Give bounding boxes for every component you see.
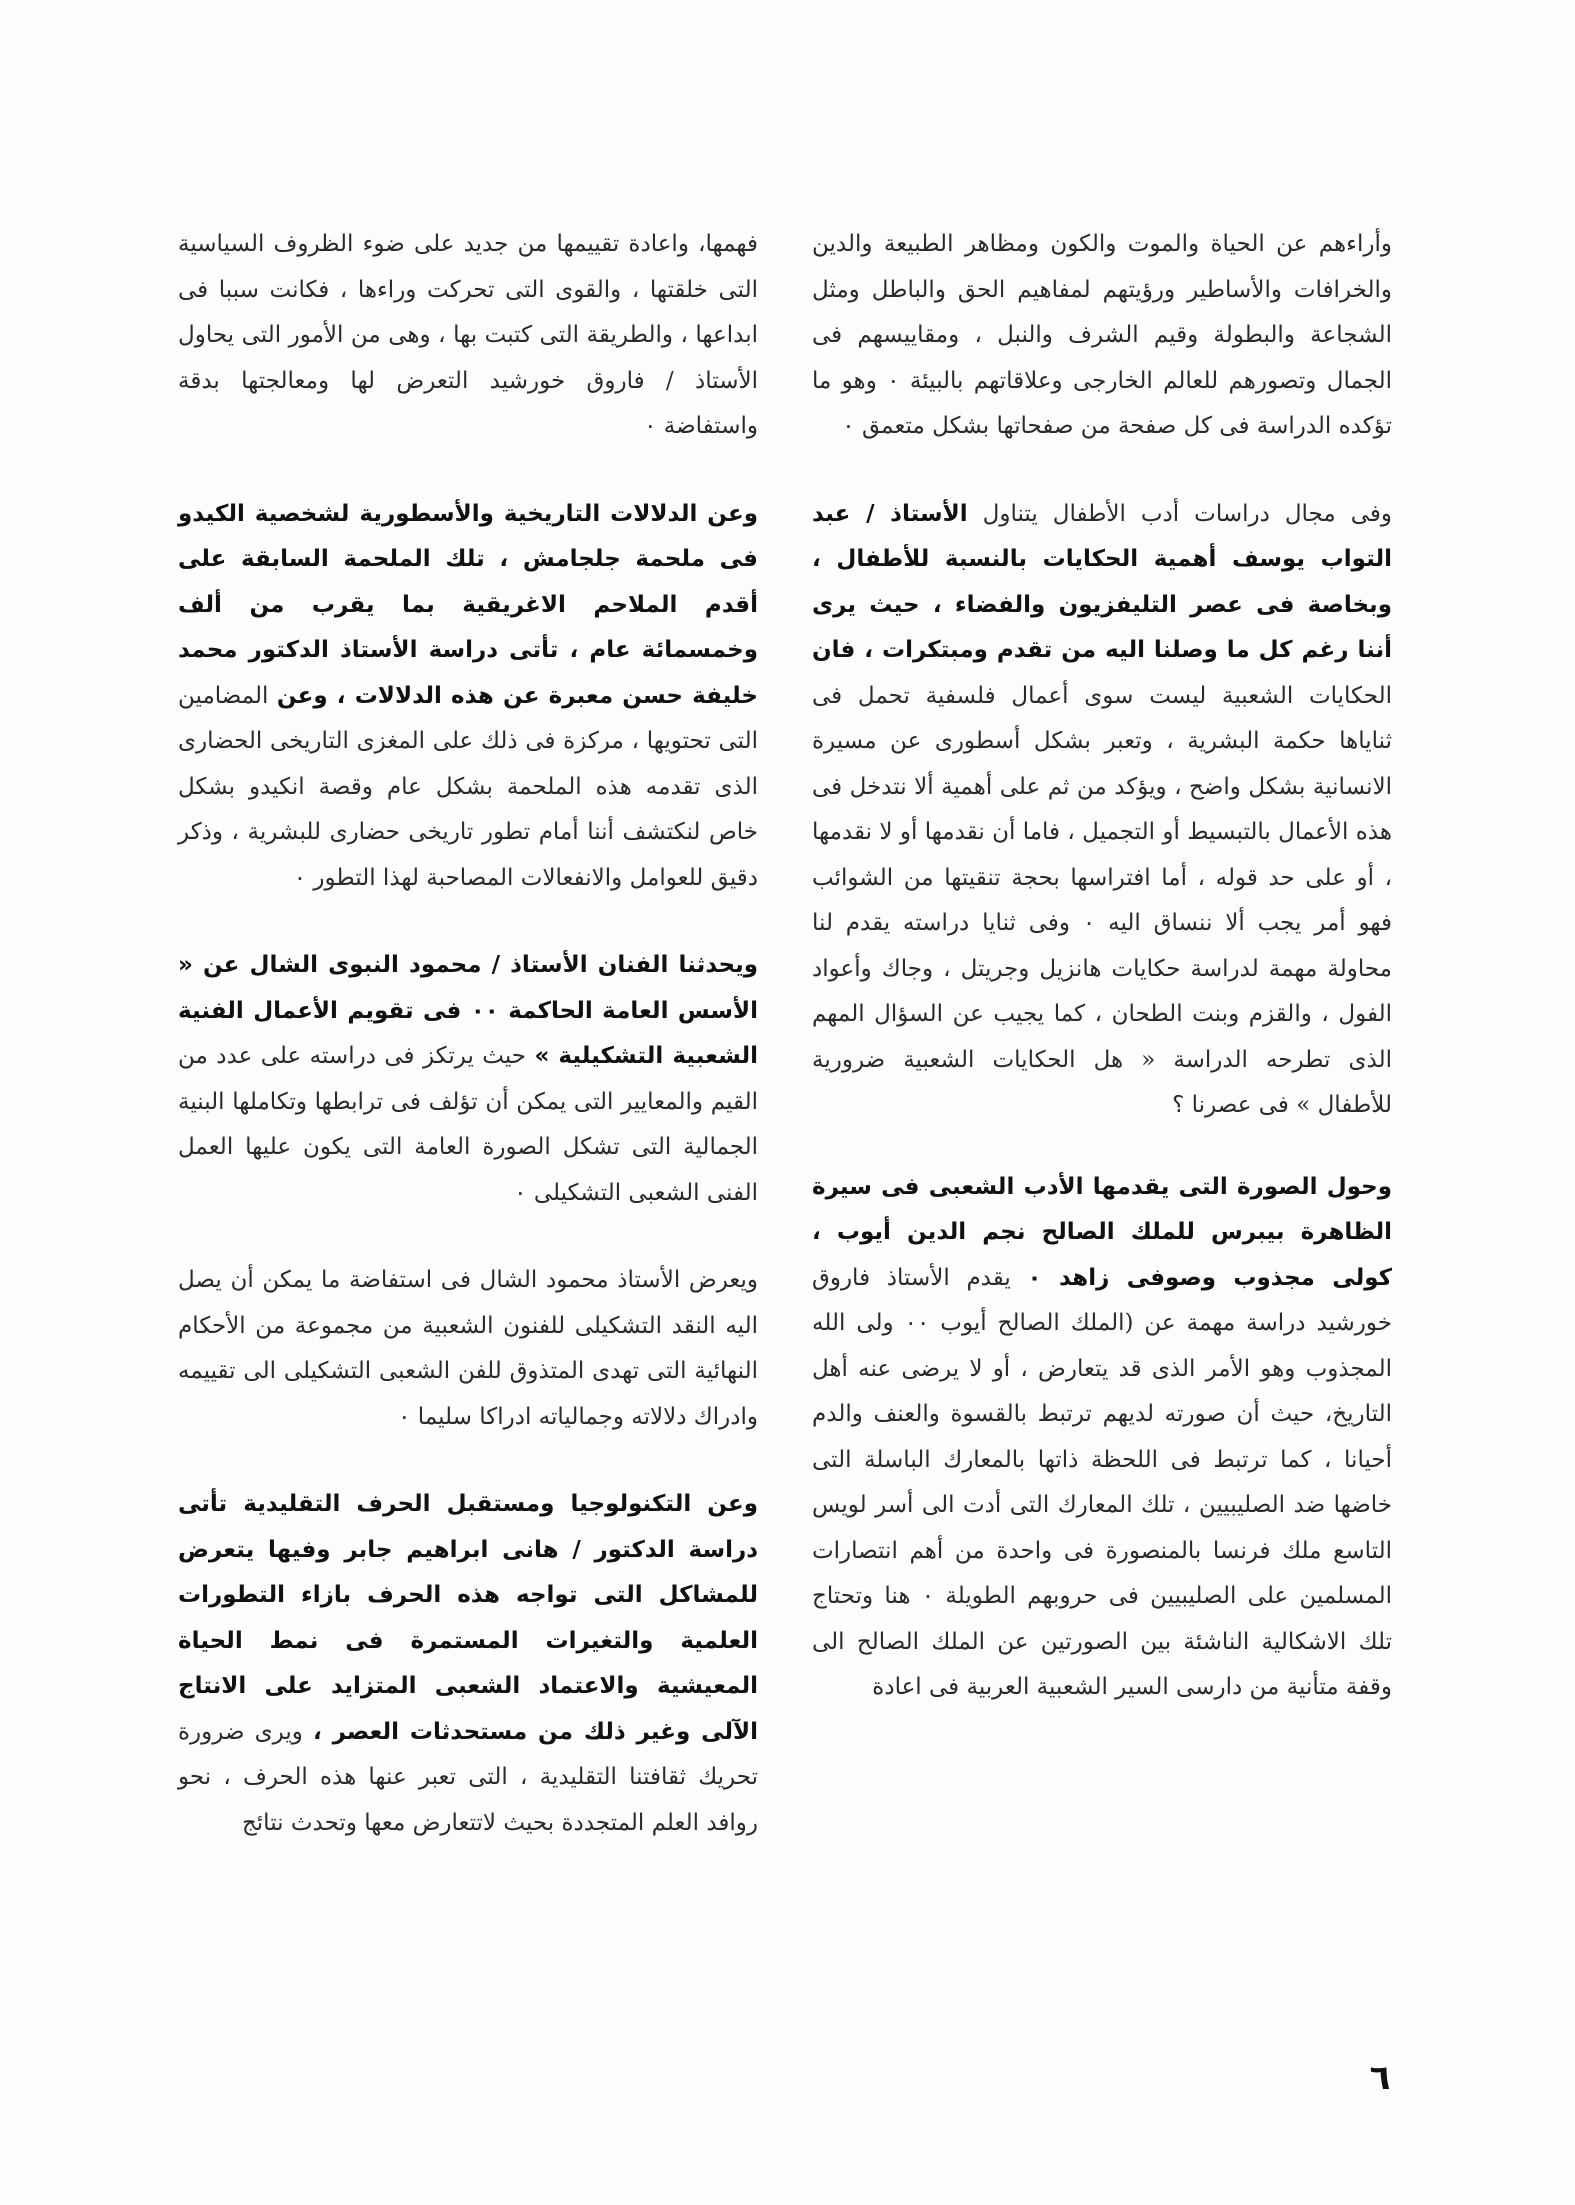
page-number: ٦ <box>1369 2058 1391 2098</box>
left-column <box>178 222 758 1846</box>
right-paragraph-2-rest: الحكايات الشعبية ليست سوى أعمال فلسفية تحمل فى ثناياها حكمة البشرية ، وتعبر بشكل أسطورى عن مسيرة الانسانية بشكل واضح ، ويؤكد من ثم على أهمية ألا نتدخل فى هذه الأعمال بالتبسيط أو التجميل ، فاما أن نقدمها أو لا نقدمها ، أو على حد قوله ، أما افتراسها بحجة تنقيتها من الشوائب فهو أمر يجب ألا ننساق اليه ٠ وفى ثنايا دراسته يقدم لنا محاولة مهمة لدراسة حكايات هانزيل وجريتل ، وجاك وأعواد الفول ، والقزم وبنت الطحان ، كما يجيب عن السؤال المهم الذى تطرحه الدراسة « هل الحكايات الشعبية ضرورية للأطفال » فى عصرنا ؟ <box>812 682 1392 1118</box>
left-paragraph-2 <box>178 492 758 902</box>
right-paragraph-3 <box>812 1165 1392 1711</box>
left-paragraph-3-bold: ويحدثنا الفنان الأستاذ / محمود النبوى الشال عن « الأسس العامة الحاكمة ٠٠ فى تقويم الأعمال الفنية الشعبية التشكيلية » <box>178 952 758 1069</box>
left-paragraph-1: فهمها، واعادة تقييمها من جديد على ضوء الظروف السياسية التى خلقتها ، والقوى التى تحركت وراءها ، فكانت سببا فى ابداعها ، والطريقة التى كتبت بها ، وهى من الأمور التى يحاول الأستاذ / فاروق خورشيد التعرض لها ومعالجتها بدقة واستفاضة ٠ <box>178 231 758 439</box>
right-column <box>812 222 1392 1711</box>
left-paragraph-2-bold: وعن الدلالات التاريخية والأسطورية لشخصية الكيدو فى ملحمة جلجامش ، تلك الملحمة السابقة على أقدم الملاحم الاغريقية بما يقرب من ألف وخمسمائة عام ، تأتى دراسة الأستاذ الدكتور محمد خليفة حسن معبرة عن هذه الدلالات ، وعن <box>178 500 758 709</box>
left-paragraph-5-rest: ويرى ضرورة تحريك ثقافتنا التقليدية ، التى تعبر عنها هذه الحرف ، نحو روافد العلم المتجددة بحيث لاتتعارض معها وتحدث نتائج <box>178 1718 758 1836</box>
right-paragraph-2-bold: الأستاذ / عبد التواب يوسف أهمية الحكايات بالنسبة للأطفال ، وبخاصة فى عصر التليفزيون والفضاء ، حيث يرى أننا رغم كل ما وصلنا اليه من تقدم ومبتكرات ، فان <box>812 500 1392 663</box>
left-paragraph-3 <box>178 943 758 1216</box>
left-paragraph-4: ويعرض الأستاذ محمود الشال فى استفاضة ما يمكن أن يصل اليه النقد التشكيلى للفنون الشعبية من مجموعة من الأحكام النهائية التى تهدى المتذوق للفن الشعبى التشكيلى الى تقييمه وادراك دلالاته وجمالياته ادراكا سليما ٠ <box>178 1267 758 1430</box>
left-paragraph-3-rest: حيث يرتكز فى دراسته على عدد من القيم والمعايير التى يمكن أن تؤلف فى ترابطها وتكاملها البنية الجمالية التى تشكل الصورة العامة التى يكون عليها العمل الفنى الشعبى التشكيلى ٠ <box>178 1043 758 1206</box>
right-paragraph-3-rest: يقدم الأستاذ فاروق خورشيد دراسة مهمة عن (الملك الصالح أيوب ٠٠ ولى الله المجذوب وهو الأمر الذى قد يتعارض ، أو لا يرضى عنه أهل التاريخ، حيث أن صورته لديهم ترتبط بالقسوة والعنف والدم أحيانا ، كما ترتبط فى اللحظة ذاتها بالمعارك الباسلة التى خاضها ضد الصليبيين ، تلك المعارك التى أدت الى أسر لويس التاسع ملك فرنسا بالمنصورة فى واحدة من أهم انتصارات المسلمين على الصليبيين فى حروبهم الطويلة ٠ هنا وتحتاج تلك الاشكالية الناشئة بين الصورتين عن الملك الصالح الى وقفة متأنية من دارسى السير الشعبية العربية فى اعادة <box>812 1264 1392 1700</box>
right-paragraph-3-bold: وحول الصورة التى يقدمها الأدب الشعبى فى سيرة الظاهرة بيبرس للملك الصالح نجم الدين أيوب ، كولى مجذوب وصوفى زاهد ٠ <box>812 1173 1393 1291</box>
right-paragraph-2 <box>812 492 1392 1129</box>
left-paragraph-5-bold: وعن التكنولوجيا ومستقبل الحرف التقليدية تأتى دراسة الدكتور / هانى ابراهيم جابر وفيها يتعرض للمشاكل التى تواجه هذه الحرف بازاء التطورات العلمية والتغيرات المستمرة فى نمط الحياة المعيشية والاعتماد الشعبى المتزايد على الانتاج الآلى وغير ذلك من مستحدثات العصر ، <box>178 1491 758 1745</box>
right-paragraph-1: وأراءهم عن الحياة والموت والكون ومظاهر الطبيعة والدين والخرافات والأساطير ورؤيتهم لمفاهيم الحق والباطل ومثل الشجاعة والبطولة وقيم الشرف والنبل ، ومقاييسهم فى الجمال وتصورهم للعالم الخارجى وعلاقاتهم بالبيئة ٠ وهو ما تؤكده الدراسة فى كل صفحة من صفحاتها بشكل متعمق ٠ <box>812 231 1392 439</box>
left-paragraph-2-rest: المضامين التى تحتويها ، مركزة فى ذلك على المغزى التاريخى الحضارى الذى تقدمه هذه الملحمة بشكل عام وقصة انكيدو بشكل خاص لنكتشف أننا أمام تطور تاريخى حضارى للبشرية ، وذكر دقيق للعوامل والانفعالات المصاحبة لهذا التطور ٠ <box>178 682 758 891</box>
right-paragraph-2-intro: وفى مجال دراسات أدب الأطفال يتناول <box>982 500 1392 527</box>
left-paragraph-5 <box>178 1482 758 1846</box>
